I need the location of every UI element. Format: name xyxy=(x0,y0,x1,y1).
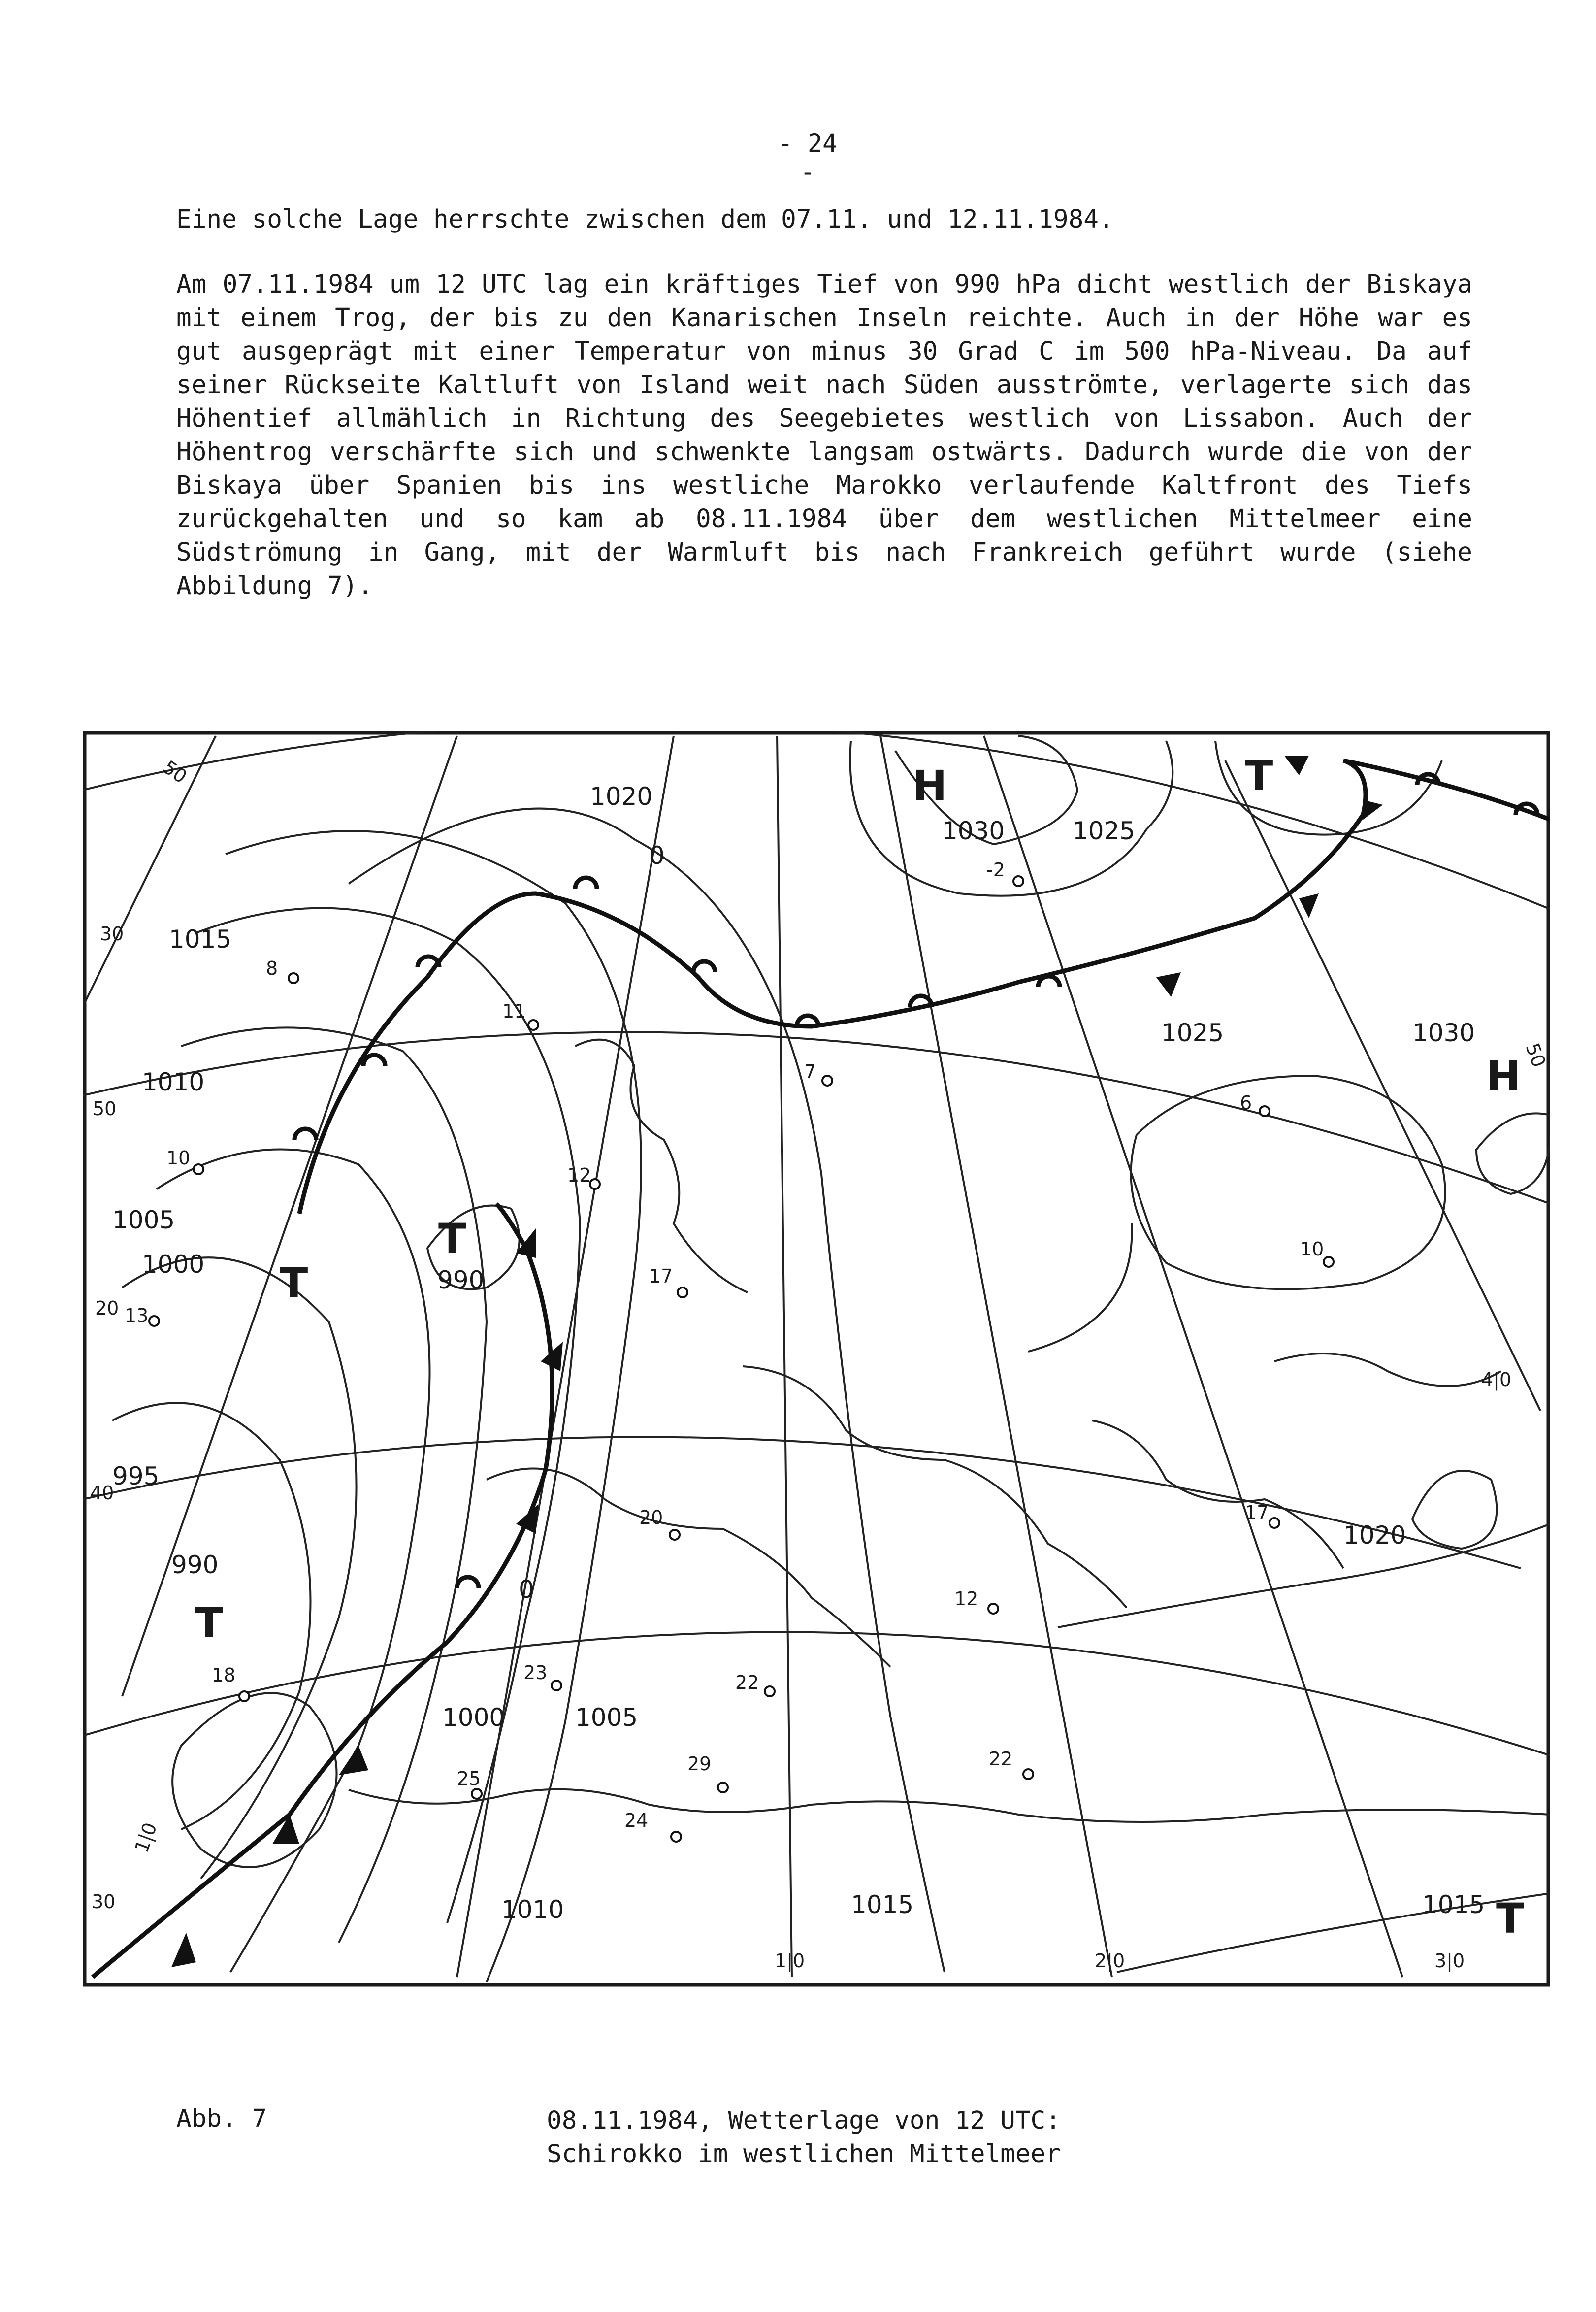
weather-map-figure xyxy=(83,731,1550,1987)
station-temperature: 10 xyxy=(1300,1238,1324,1260)
grid-label: 50 xyxy=(159,756,191,788)
isobar-label: 1010 xyxy=(501,1895,564,1924)
station-marker xyxy=(671,1832,681,1842)
station-marker xyxy=(239,1691,249,1701)
grid-label: 30 xyxy=(92,1891,116,1913)
station-temperature: -2 xyxy=(986,859,1005,881)
station-marker xyxy=(678,1288,687,1297)
isobar-label: 990 xyxy=(437,1266,485,1294)
station-temperature: 7 xyxy=(804,1061,816,1083)
station-marker xyxy=(988,1604,998,1614)
station-temperature: 24 xyxy=(624,1810,649,1831)
isobar-label: 1020 xyxy=(590,782,653,811)
grid-label: 1|0 xyxy=(775,1950,805,1972)
high-pressure-center: H xyxy=(912,761,947,810)
station-marker xyxy=(1324,1257,1334,1267)
station-marker xyxy=(472,1789,482,1799)
station-temperature: 13 xyxy=(125,1305,149,1326)
station-temperature: 10 xyxy=(166,1147,191,1169)
caption-line: 08.11.1984, Wetterlage von 12 UTC: xyxy=(547,2106,1061,2135)
grid-label: 3|0 xyxy=(1434,1950,1465,1972)
figure-label: Abb. 7 xyxy=(176,2104,267,2133)
isobar-label: 1005 xyxy=(575,1703,638,1732)
isobar-label: 1000 xyxy=(142,1250,205,1279)
station-temperature: 8 xyxy=(266,958,278,979)
grid-label: 20 xyxy=(95,1297,119,1319)
station-temperature: 22 xyxy=(989,1748,1013,1770)
station-marker xyxy=(718,1783,728,1792)
page-number: - 24 - xyxy=(778,129,838,186)
station-marker xyxy=(1260,1106,1270,1116)
isobar-label: 995 xyxy=(112,1462,160,1490)
station-marker xyxy=(552,1681,561,1690)
low-pressure-center: T xyxy=(280,1259,308,1307)
station-temperature: 12 xyxy=(567,1164,591,1186)
station-marker xyxy=(1270,1518,1279,1528)
station-marker xyxy=(194,1164,203,1174)
paragraph-main: Am 07.11.1984 um 12 UTC lag ein kräftiges Tief von 990 hPa dicht westlich der Biskaya mit einem Trog, der bis zu den Kanarischen Inseln reichte. Auch in der Höhe war es gut ausgeprägt mit einer Temperatur von minus 30 Grad C im 500 hPa-Niveau. Da auf seiner Rückseite Kaltluft von Island weit nach Süden ausströmte, verlagerte sich das Höhentief allmählich in Richtung des Seegebietes westlich von Lissabon. Auch der Höhentrog verschärfte sich und schwenkte langsam ostwärts. Dadurch wurde die von der Biskaya über Spanien bis ins westliche Marokko verlaufende Kaltfront des Tiefs zurückgehalten und so kam ab 08.11.1984 über dem westlichen Mittelmeer eine Südströmung in Gang, mit der Warmluft bis nach Frankreich geführt wurde (siehe Abbildung 7). xyxy=(176,270,1472,600)
low-pressure-center: T xyxy=(195,1599,224,1647)
isobar-label: 1000 xyxy=(442,1703,505,1732)
station-temperature: 17 xyxy=(649,1265,673,1287)
station-temperature: 20 xyxy=(639,1507,663,1528)
grid-label: 50 xyxy=(93,1098,117,1120)
station-temperature: 23 xyxy=(523,1662,548,1684)
station-temperature: 18 xyxy=(212,1664,236,1686)
station-marker xyxy=(1023,1769,1033,1779)
high-pressure-center: H xyxy=(1486,1052,1521,1100)
isobar-label: 1025 xyxy=(1161,1019,1224,1047)
station-temperature: 25 xyxy=(457,1768,481,1789)
station-marker xyxy=(670,1530,680,1540)
station-temperature: 22 xyxy=(735,1672,759,1693)
station-temperature: 6 xyxy=(1240,1092,1252,1114)
isobar-label: 990 xyxy=(171,1551,219,1579)
isobar-label: 1010 xyxy=(142,1068,205,1096)
figure-caption xyxy=(547,2104,1061,2171)
station-marker xyxy=(149,1316,159,1326)
station-temperature: 11 xyxy=(502,1000,526,1022)
station-marker xyxy=(822,1076,832,1086)
isobar-label: 1030 xyxy=(942,817,1005,845)
low-pressure-center: T xyxy=(438,1215,467,1263)
low-pressure-center: T xyxy=(1496,1894,1525,1943)
isobar-label: 1030 xyxy=(1412,1019,1475,1047)
station-temperature: 12 xyxy=(954,1588,978,1610)
station-temperature: 29 xyxy=(687,1753,712,1775)
station-marker xyxy=(528,1020,538,1030)
isobar-label: 1015 xyxy=(851,1890,914,1919)
low-pressure-center: T xyxy=(1245,752,1273,800)
weather-map xyxy=(83,731,1550,1987)
isobar-label: 1015 xyxy=(1422,1890,1485,1919)
station-marker xyxy=(765,1686,775,1696)
grid-label: 40 xyxy=(90,1482,114,1504)
isotherm-label: 0 xyxy=(519,1575,534,1604)
station-marker xyxy=(289,973,298,983)
isobar-label: 1015 xyxy=(169,925,232,954)
grid-label: 1|0 xyxy=(130,1819,162,1856)
station-marker xyxy=(590,1179,600,1189)
isobar-label: 1025 xyxy=(1073,817,1136,845)
station-temperature: 17 xyxy=(1245,1502,1269,1523)
isobar-label: 1005 xyxy=(112,1206,175,1234)
grid-label: 4|0 xyxy=(1481,1369,1512,1390)
grid-label: 50 xyxy=(1521,1040,1550,1070)
grid-label: 30 xyxy=(100,923,124,945)
isotherm-label: 0 xyxy=(649,841,665,870)
isobar-label: 1020 xyxy=(1343,1521,1406,1550)
grid-label: 2|0 xyxy=(1095,1950,1125,1972)
station-marker xyxy=(1013,876,1023,886)
caption-line: Schirokko im westlichen Mittelmeer xyxy=(547,2140,1061,2169)
paragraph-intro: Eine solche Lage herrschte zwischen dem 07.11. und 12.11.1984. xyxy=(176,205,1114,234)
